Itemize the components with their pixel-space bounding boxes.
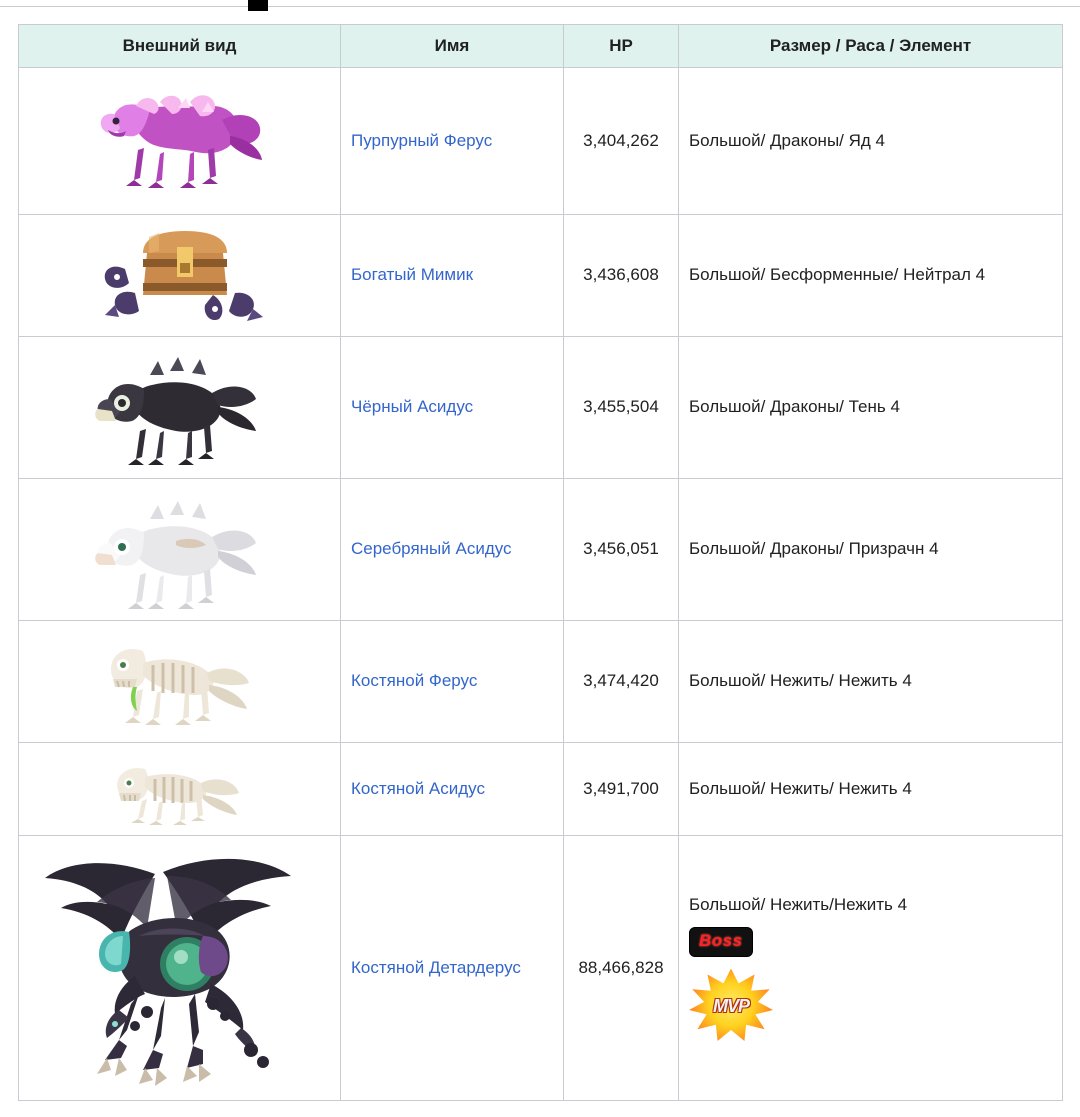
monster-info-cell [679,621,1063,743]
monster-hp-cell: 3,491,700 [564,743,679,836]
monster-info-text: Большой/ Драконы/ Тень 4 [689,397,900,417]
monster-name-link[interactable]: Костяной Ферус [351,671,478,691]
table-header-row [19,25,1063,68]
table-row [19,743,1063,836]
purple-ferus-sprite [90,76,270,206]
monster-name-cell[interactable] [341,479,564,621]
monster-hp-cell: 3,455,504 [564,337,679,479]
monster-badges [689,927,1052,1043]
monster-info-cell [679,836,1063,1101]
bone-ferus-sprite [97,629,262,734]
column-header-name: Имя [341,25,564,68]
monster-info-text: Большой/ Драконы/ Яд 4 [689,130,885,150]
monster-info-cell [679,68,1063,215]
column-header-hp: HP [564,25,679,68]
monster-sprite-cell [19,836,341,1101]
monster-hp-cell: 3,404,262 [564,68,679,215]
monster-sprite-cell [19,743,341,836]
monster-sprite-cell [19,68,341,215]
monster-name-link[interactable]: Пурпурный Ферус [351,130,493,150]
boss-badge: Boss [689,927,753,957]
monster-name-link[interactable]: Костяной Асидус [351,778,485,798]
monster-info-cell [679,337,1063,479]
top-divider [0,0,1080,18]
black-marker-block [248,0,268,11]
monster-info-cell [679,479,1063,621]
table-row [19,337,1063,479]
monster-name-link[interactable]: Серебряный Асидус [351,539,512,559]
monster-name-cell[interactable] [341,68,564,215]
monster-name-link[interactable]: Чёрный Асидус [351,397,474,417]
monster-info-text: Большой/ Бесформенные/ Нейтрал 4 [689,265,986,285]
monster-info-cell [679,743,1063,836]
column-header-appearance: Внешний вид [19,25,341,68]
bone-detardeurus-sprite [35,844,325,1092]
monster-name-cell[interactable] [341,621,564,743]
monster-hp-cell: 3,456,051 [564,479,679,621]
table-row [19,68,1063,215]
table-row [19,479,1063,621]
monster-name-link[interactable]: Богатый Мимик [351,265,474,285]
monster-name-cell[interactable] [341,215,564,337]
table-row [19,621,1063,743]
mvp-badge-label: MVP [712,995,749,1016]
monster-sprite-cell [19,215,341,337]
horizontal-rule [0,6,1080,7]
monster-info-text: Большой/ Нежить/ Нежить 4 [689,671,912,691]
silver-acidus-sprite [92,487,267,612]
mvp-badge [689,969,773,1043]
monster-sprite-cell [19,621,341,743]
monster-info-text: Большой/ Нежить/ Нежить 4 [689,778,912,798]
monster-name-link[interactable]: Костяной Детардерус [351,957,521,977]
monster-sprite-cell [19,337,341,479]
monster-name-cell[interactable] [341,836,564,1101]
monster-info-text: Большой/ Нежить/Нежить 4 [689,894,908,914]
table-row [19,215,1063,337]
monster-sprite-cell [19,479,341,621]
monster-hp-cell: 3,474,420 [564,621,679,743]
table-row [19,836,1063,1101]
bone-acidus-sprite [105,751,255,827]
monster-hp-cell: 3,436,608 [564,215,679,337]
monster-info-text: Большой/ Драконы/ Призрачн 4 [689,539,939,559]
monster-table [18,24,1063,1101]
monster-hp-cell: 88,466,828 [564,836,679,1101]
monster-name-cell[interactable] [341,337,564,479]
monster-info-cell [679,215,1063,337]
monster-name-cell[interactable] [341,743,564,836]
black-acidus-sprite [92,345,267,470]
rich-mimic-sprite [95,223,265,328]
column-header-size-race-element: Размер / Раса / Элемент [679,25,1063,68]
